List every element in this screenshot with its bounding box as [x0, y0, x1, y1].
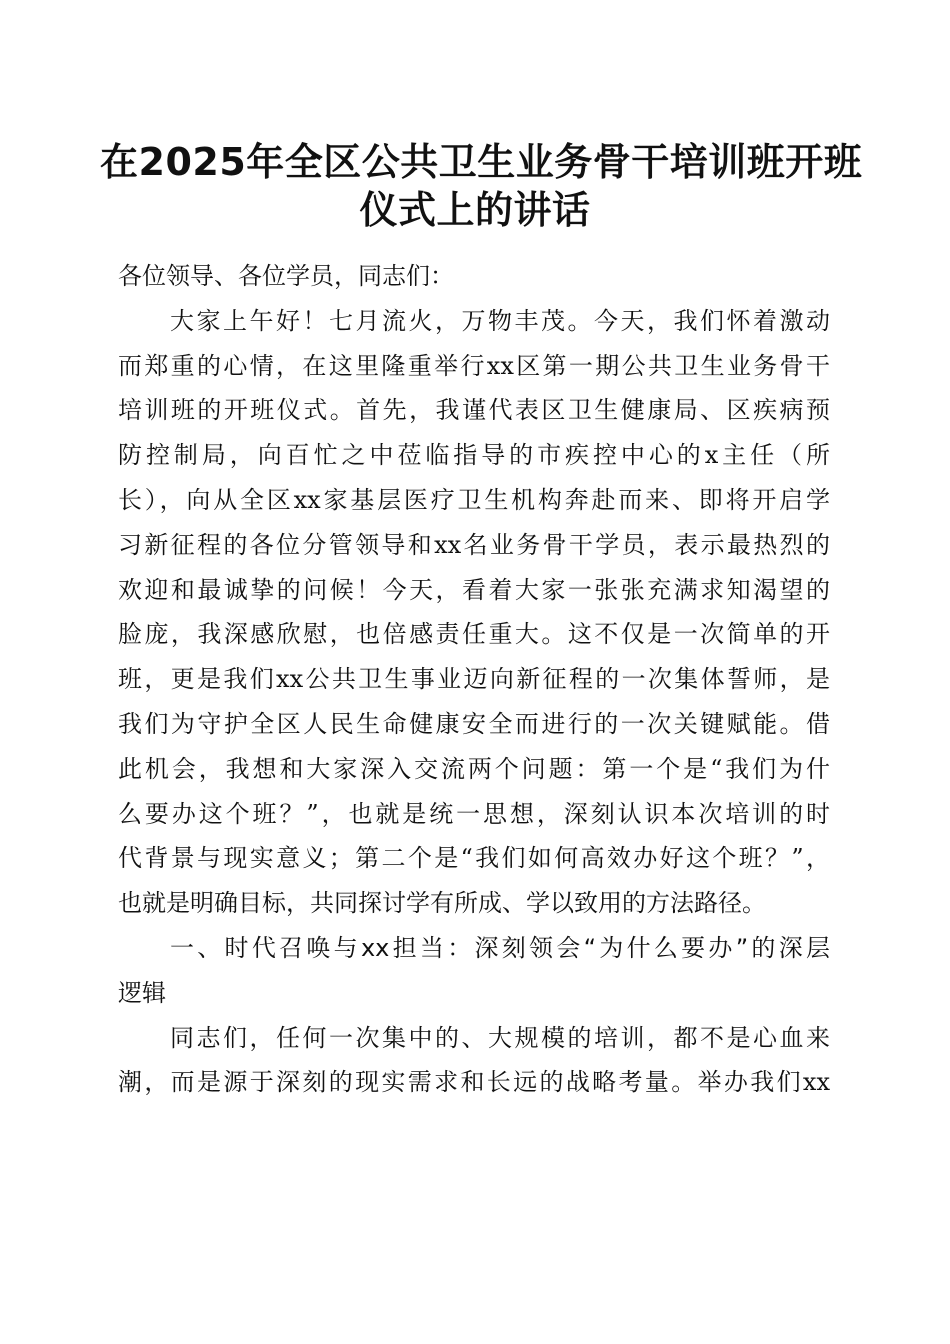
section-heading-line: 逻辑: [118, 978, 166, 1007]
section-heading-line: 一、时代召唤与xx担当：深刻领会“为什么要办”的深层: [170, 933, 830, 962]
paragraph-line: 代背景与现实意义；第二个是“我们如何高效办好这个班？”，: [118, 844, 830, 873]
paragraph-line: 同志们，任何一次集中的、大规模的培训，都不是心血来: [170, 1023, 830, 1052]
paragraph-line: 防控制局，向百忙之中莅临指导的市疾控中心的x主任（所: [118, 441, 830, 470]
salutation: 各位领导、各位学员，同志们：: [118, 262, 454, 290]
document-body: [118, 254, 830, 1105]
paragraph-line: 潮，而是源于深刻的现实需求和长远的战略考量。举办我们xx: [118, 1068, 830, 1097]
paragraph-line: 班，更是我们xx公共卫生事业迈向新征程的一次集体誓师，是: [118, 665, 830, 694]
paragraph-line: 习新征程的各位分管领导和xx名业务骨干学员，表示最热烈的: [118, 530, 830, 559]
paragraph-line: 我们为守护全区人民生命健康安全而进行的一次关键赋能。借: [118, 709, 830, 738]
title-line: 仪式上的讲话: [359, 188, 591, 232]
paragraph-line: 长），向从全区xx家基层医疗卫生机构奔赴而来、即将开启学: [118, 485, 830, 514]
paragraph-line: 也就是明确目标，共同探讨学有所成、学以致用的方法路径。: [118, 889, 766, 918]
paragraph-line: 此机会，我想和大家深入交流两个问题：第一个是“我们为什: [118, 754, 830, 783]
document-title: [100, 138, 863, 234]
paragraph-line: 脸庞，我深感欣慰，也倍感责任重大。这不仅是一次简单的开: [118, 620, 830, 649]
title-line: 在2025年全区公共卫生业务骨干培训班开班: [100, 140, 863, 184]
paragraph-line: 培训班的开班仪式。首先，我谨代表区卫生健康局、区疾病预: [118, 396, 830, 425]
paragraph-line: 欢迎和最诚挚的问候！今天，看着大家一张张充满求知渴望的: [118, 575, 830, 604]
paragraph-line: 么要办这个班？”，也就是统一思想，深刻认识本次培训的时: [118, 799, 830, 828]
paragraph-line: 而郑重的心情，在这里隆重举行xx区第一期公共卫生业务骨干: [118, 351, 830, 380]
paragraph-line: 大家上午好！七月流火，万物丰茂。今天，我们怀着激动: [170, 306, 830, 335]
